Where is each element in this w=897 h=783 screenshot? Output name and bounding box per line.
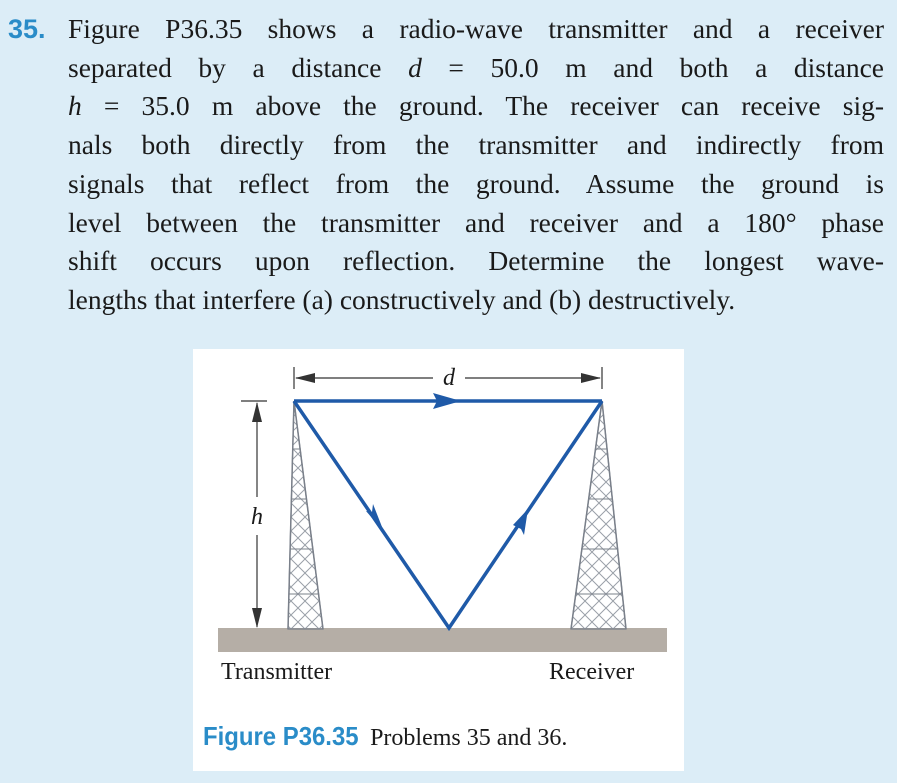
- problem-line-2: separated by a distance d = 50.0 m and both a distance: [68, 51, 884, 83]
- problem-number: 35.: [8, 14, 46, 44]
- problem-line-7: shift occurs upon reflection. Determine the longest wave-: [68, 245, 884, 277]
- receiver-label: Receiver: [549, 659, 635, 685]
- figure-p36-35: [193, 349, 684, 771]
- figure-caption: [203, 721, 567, 752]
- label-h: h: [251, 504, 263, 530]
- ground: [218, 628, 667, 652]
- problem-line-6: level between the transmitter and receiver and a 180° phase: [68, 206, 884, 238]
- label-d: d: [443, 365, 455, 391]
- figure-diagram: [193, 349, 684, 771]
- transmitter-label: Transmitter: [221, 659, 333, 685]
- caption-title: Figure P36.35: [203, 721, 359, 751]
- reflected-ray: [294, 401, 602, 628]
- problem-line-3: h = 35.0 m above the ground. The receiver can receive sig-: [68, 90, 884, 122]
- problem-line-1: Figure P36.35 shows a radio-wave transmitter and a receiver: [68, 13, 884, 44]
- caption-text: Problems 35 and 36.: [370, 725, 568, 751]
- problem-text: [68, 10, 884, 320]
- problem-line-5: signals that reflect from the ground. Assume the ground is: [68, 167, 884, 199]
- problem-line-4: nals both directly from the transmitter and indirectly from: [68, 129, 884, 161]
- problem-line-8: lengths that interfere (a) constructively and (b) destructively.: [68, 283, 736, 315]
- direct-ray-arrow: [433, 393, 461, 409]
